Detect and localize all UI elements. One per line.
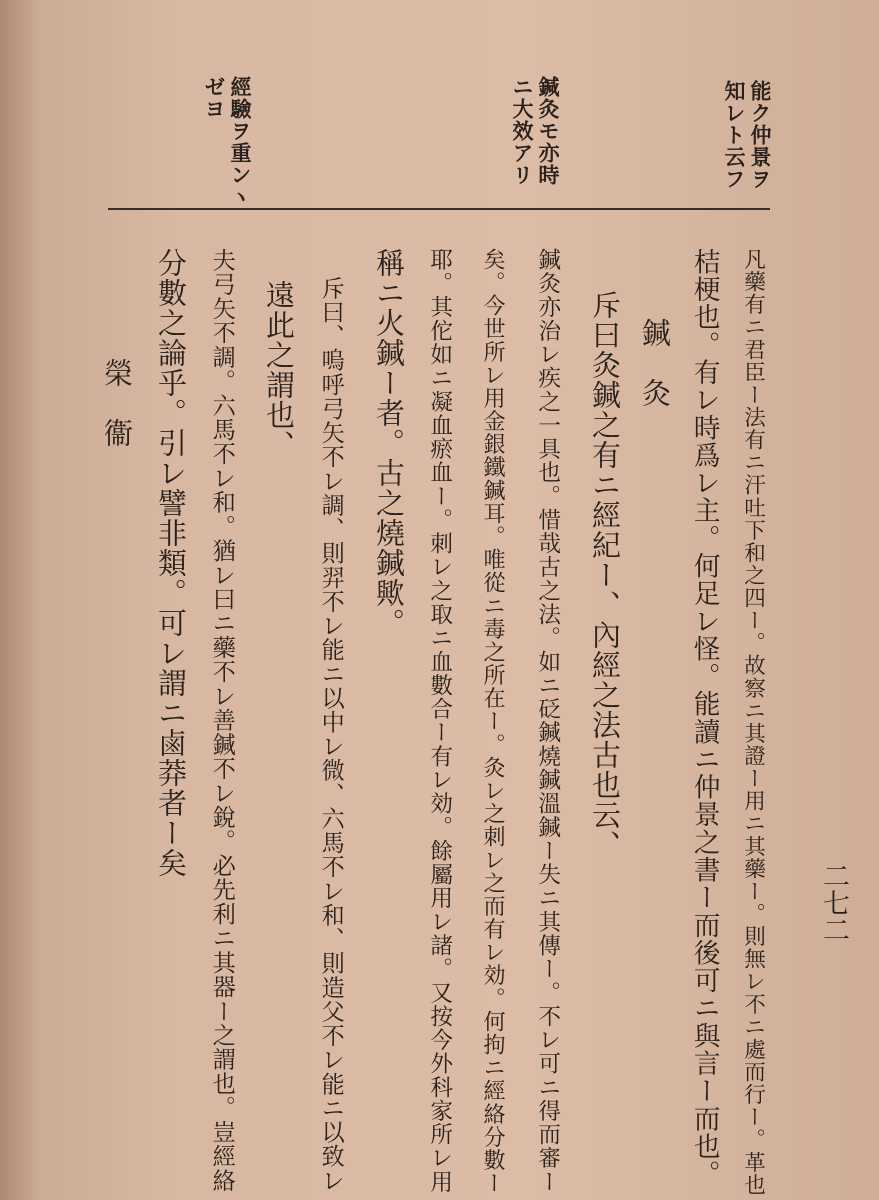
text-column: 耶。其佗如ニ凝血瘀血ー。刺レ之取ニ血數合ー有レ効。餘屬用レ諸。又按今外科家所レ用 xyxy=(426,248,453,1194)
binding-shadow xyxy=(0,0,40,1200)
headnote: 知レト云フ xyxy=(722,80,747,190)
text-column: 桔梗也。有レ時爲レ主。何足レ怪。能讀ニ仲景之書ー而後可ニ與言ー而也。 xyxy=(688,248,720,1188)
text-column: 鍼灸亦治レ疾之一具也。惜哉古之法。如ニ砭鍼燒鍼溫鍼ー失ニ其傳ー。不レ可ニ得而審ー xyxy=(534,248,561,1194)
section-heading: 榮 衞 xyxy=(100,358,134,448)
text-column: 斥曰灸鍼之有ニ經紀ー、內經之法古也云、 xyxy=(588,290,622,860)
page-number: 二七二 xyxy=(818,862,849,943)
text-column: 稱ニ火鍼ー者。古之燒鍼歟。 xyxy=(372,248,406,638)
text-column: 遠此之謂也、 xyxy=(262,280,296,460)
text-column: 凡藥有ニ君臣ー法有ニ汗吐下和之四ー。故察ニ其證ー用ニ其藥ー。則無レ不ニ處而行ー。革也 xyxy=(740,248,766,1196)
headnote: 能ク仲景ヲ xyxy=(748,80,773,190)
text-column: 矣。今世所レ用金銀鐵鍼耳。唯從ニ毒之所在ー。灸レ之刺レ之而有レ効。何拘ニ經絡分數ー xyxy=(480,248,507,1195)
text-column: 斥曰、嗚呼弓矢不レ調、則羿不レ能ニ以中レ微、六馬不レ和、則造父不レ能ニ以致レ xyxy=(317,276,344,1193)
headnote: ゼヨ xyxy=(202,76,227,120)
headnote: 鍼灸モ亦時 xyxy=(536,76,561,186)
headnote: ニ大效アリ xyxy=(510,76,535,186)
header-divider xyxy=(108,208,770,210)
headnote: 經驗ヲ重ンヽ xyxy=(228,76,253,208)
text-column: 夫弓矢不調。六馬不レ和。猶レ曰ニ藥不レ善鍼不レ銳。必先利ニ其器ー之謂也。豈經絡 xyxy=(208,248,236,1193)
text-column: 分數之論乎。引レ譬非類。可レ謂ニ鹵莽者ー矣 xyxy=(154,248,188,878)
section-heading: 鍼 灸 xyxy=(638,318,672,408)
